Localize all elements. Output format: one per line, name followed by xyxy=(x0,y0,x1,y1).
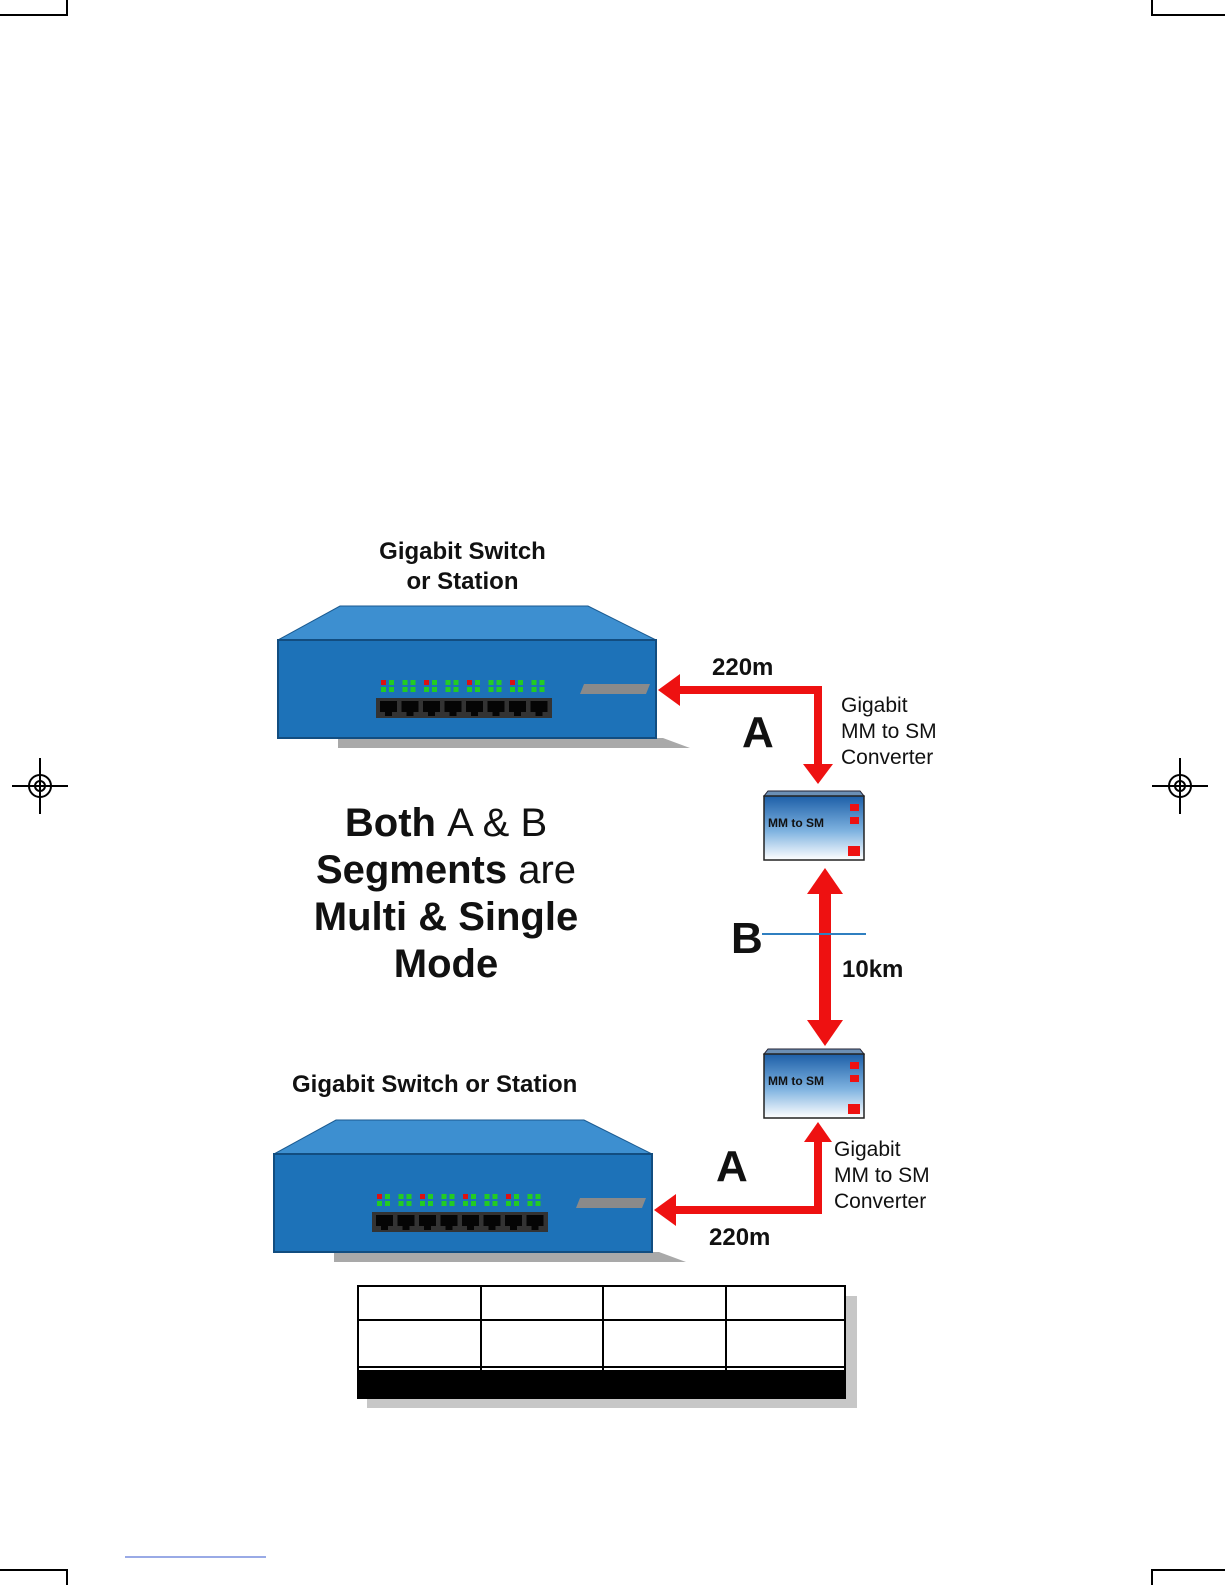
status-led xyxy=(389,680,394,685)
status-led xyxy=(407,1194,412,1199)
converter-port-indicator xyxy=(848,1104,860,1114)
segment-a-top-distance: 220m xyxy=(712,654,774,681)
top-converter-caption xyxy=(841,693,937,771)
status-led xyxy=(497,687,502,692)
segment-mode-note xyxy=(296,800,596,988)
top-switch xyxy=(278,606,690,748)
status-led xyxy=(446,687,451,692)
rj45-port xyxy=(484,1215,501,1226)
converter-port-indicator xyxy=(848,846,860,856)
top-converter-caption-line2: MM to SM xyxy=(841,720,937,743)
bottom-converter-caption xyxy=(834,1137,930,1215)
rj45-port-tab xyxy=(428,712,435,716)
rj45-port xyxy=(505,1215,522,1226)
top-switch-title-line2: or Station xyxy=(406,568,519,595)
rj45-port xyxy=(376,1215,393,1226)
legend-table xyxy=(358,1286,857,1408)
rj45-port-tab xyxy=(450,712,457,716)
rj45-port xyxy=(509,701,526,712)
rj45-port-tab xyxy=(514,712,521,716)
switch-shadow xyxy=(334,1252,686,1262)
status-led xyxy=(475,687,480,692)
note-line2-a: Segments xyxy=(315,848,519,892)
status-led xyxy=(485,1201,490,1206)
status-led xyxy=(489,680,494,685)
status-led xyxy=(407,1201,412,1206)
note-line4: Mode xyxy=(393,942,499,986)
rj45-port-tab xyxy=(385,712,392,716)
status-led xyxy=(471,1194,476,1199)
rj45-port-tab xyxy=(536,712,543,716)
rj45-port xyxy=(462,1215,479,1226)
status-led xyxy=(514,1201,519,1206)
segment-b-distance: 10km xyxy=(842,956,904,983)
rj45-port xyxy=(531,701,548,712)
status-led xyxy=(510,680,515,685)
status-led xyxy=(446,680,451,685)
segment-a-bottom-letter: A xyxy=(716,1142,748,1191)
rj45-port xyxy=(441,1215,458,1226)
bottom-switch xyxy=(274,1120,686,1262)
status-led xyxy=(532,687,537,692)
status-led xyxy=(485,1194,490,1199)
rj45-port-tab xyxy=(381,1226,388,1230)
switch-shadow xyxy=(338,738,690,748)
switch-slot xyxy=(576,1198,646,1208)
top-converter-unit-label: MM to SM xyxy=(768,816,824,830)
segment-a-top-letter: A xyxy=(742,708,774,757)
status-led xyxy=(536,1194,541,1199)
status-led xyxy=(528,1201,533,1206)
bottom-converter-unit-label: MM to SM xyxy=(768,1074,824,1088)
rj45-port xyxy=(398,1215,415,1226)
status-led xyxy=(497,680,502,685)
status-led xyxy=(381,680,386,685)
bottom-converter-caption-line3: Converter xyxy=(834,1190,927,1213)
status-led xyxy=(510,687,515,692)
status-led xyxy=(424,680,429,685)
status-led xyxy=(506,1194,511,1199)
status-led xyxy=(389,687,394,692)
status-led xyxy=(506,1201,511,1206)
status-led xyxy=(518,680,523,685)
top-converter-caption-line3: Converter xyxy=(841,746,934,769)
status-led xyxy=(532,680,537,685)
segment-b-arrow xyxy=(807,868,843,1046)
status-led xyxy=(399,1194,404,1199)
top-converter-caption-line1: Gigabit xyxy=(841,694,908,717)
status-led xyxy=(428,1194,433,1199)
registration-mark-left xyxy=(12,758,68,814)
status-led xyxy=(377,1194,382,1199)
status-led xyxy=(454,687,459,692)
status-led xyxy=(514,1194,519,1199)
note-line3: Multi & Single xyxy=(313,895,579,939)
status-led xyxy=(493,1194,498,1199)
status-led xyxy=(471,1201,476,1206)
switch-top-face xyxy=(274,1120,652,1154)
status-led xyxy=(536,1201,541,1206)
registration-mark-right xyxy=(1152,758,1208,814)
status-led xyxy=(450,1194,455,1199)
status-led xyxy=(467,687,472,692)
rj45-port-tab xyxy=(489,1226,496,1230)
status-led xyxy=(528,1194,533,1199)
status-led xyxy=(489,687,494,692)
rj45-port xyxy=(402,701,419,712)
converter-port-indicator xyxy=(850,817,859,824)
rj45-port-tab xyxy=(532,1226,539,1230)
status-led xyxy=(454,680,459,685)
rj45-port-tab xyxy=(424,1226,431,1230)
status-led xyxy=(518,687,523,692)
status-led xyxy=(540,687,545,692)
rj45-port xyxy=(423,701,440,712)
rj45-port xyxy=(466,701,483,712)
converter-port-indicator xyxy=(850,1075,859,1082)
status-led xyxy=(403,687,408,692)
rj45-port xyxy=(380,701,397,712)
segment-a-bottom-distance: 220m xyxy=(709,1224,771,1251)
converter-port-indicator xyxy=(850,1062,859,1069)
status-led xyxy=(442,1194,447,1199)
rj45-port xyxy=(419,1215,436,1226)
note-line1 xyxy=(296,800,596,847)
bottom-converter-caption-line1: Gigabit xyxy=(834,1138,901,1161)
rj45-port-tab xyxy=(510,1226,517,1230)
top-switch-title-line1: Gigabit Switch xyxy=(379,538,546,565)
rj45-port-tab xyxy=(471,712,478,716)
note-line2 xyxy=(296,847,596,894)
status-led xyxy=(428,1201,433,1206)
switch-slot xyxy=(580,684,650,694)
rj45-port-tab xyxy=(467,1226,474,1230)
status-led xyxy=(403,680,408,685)
status-led xyxy=(411,680,416,685)
converter-port-indicator xyxy=(850,804,859,811)
status-led xyxy=(385,1194,390,1199)
segment-b-letter: B xyxy=(731,914,763,963)
rj45-port xyxy=(445,701,462,712)
status-led xyxy=(463,1201,468,1206)
note-line2-b: are xyxy=(518,848,577,892)
rj45-port-tab xyxy=(403,1226,410,1230)
top-switch-title xyxy=(355,537,570,597)
status-led xyxy=(411,687,416,692)
note-line1-a: Both xyxy=(344,801,448,845)
rj45-port-tab xyxy=(407,712,414,716)
status-led xyxy=(475,680,480,685)
status-led xyxy=(493,1201,498,1206)
switch-top-face xyxy=(278,606,656,640)
note-line1-b: A & B xyxy=(447,801,548,845)
rj45-port-tab xyxy=(493,712,500,716)
rj45-port xyxy=(527,1215,544,1226)
status-led xyxy=(442,1201,447,1206)
status-led xyxy=(432,687,437,692)
status-led xyxy=(385,1201,390,1206)
status-led xyxy=(420,1194,425,1199)
bottom-switch-title: Gigabit Switch or Station xyxy=(292,1071,578,1098)
rj45-port xyxy=(488,701,505,712)
status-led xyxy=(463,1194,468,1199)
status-led xyxy=(450,1201,455,1206)
status-led xyxy=(424,687,429,692)
status-led xyxy=(540,680,545,685)
status-led xyxy=(420,1201,425,1206)
status-led xyxy=(432,680,437,685)
status-led xyxy=(467,680,472,685)
status-led xyxy=(399,1201,404,1206)
status-led xyxy=(377,1201,382,1206)
rj45-port-tab xyxy=(446,1226,453,1230)
status-led xyxy=(381,687,386,692)
bottom-converter-caption-line2: MM to SM xyxy=(834,1164,930,1187)
